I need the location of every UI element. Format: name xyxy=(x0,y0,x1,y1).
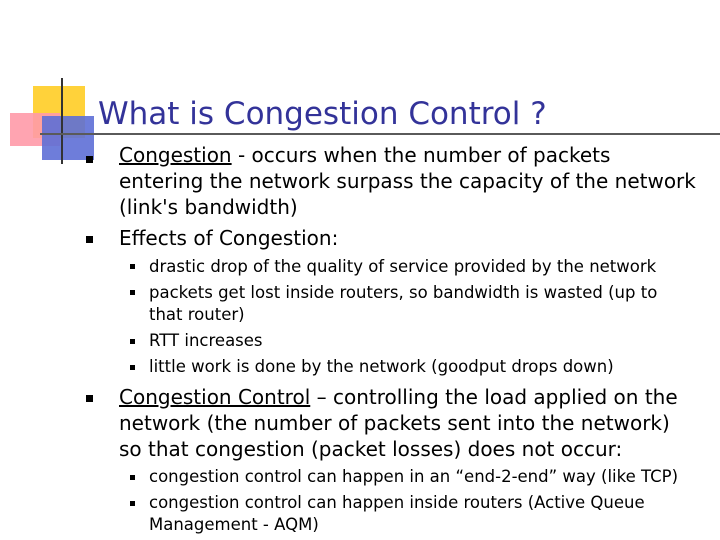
bullet-2-text: Effects of Congestion: xyxy=(119,226,339,250)
bullet-3-rest: – controlling the load applied on the xyxy=(310,385,678,409)
bullet-1-rest: - occurs when the number of packets xyxy=(231,143,611,167)
subitem-3-2-line-1: congestion control can happen inside routers (Active Queue xyxy=(149,493,645,512)
bullet-1-line-3: (link's bandwidth) xyxy=(119,195,298,219)
bullet-3-line-1 xyxy=(119,384,678,410)
bullet-marker xyxy=(86,156,93,163)
bullet-marker xyxy=(86,236,93,243)
subitem-2-4: little work is done by the network (goodput drops down) xyxy=(149,357,614,376)
subitem-2-2-line-2: that router) xyxy=(149,305,245,324)
subbullet-marker xyxy=(130,501,135,506)
bullet-1-line-1 xyxy=(119,142,610,168)
subbullet-marker xyxy=(130,290,135,295)
subbullet-marker xyxy=(130,264,135,269)
title-underline-rule xyxy=(40,133,720,135)
subitem-3-1: congestion control can happen in an “end-2-end” way (like TCP) xyxy=(149,467,679,486)
bullet-1-term: Congestion xyxy=(119,143,232,167)
bullet-3-line-3: so that congestion (packet losses) does not occur: xyxy=(119,437,623,461)
bullet-marker xyxy=(86,395,93,402)
subbullet-marker xyxy=(130,339,135,344)
decor-vertical-line xyxy=(61,78,63,164)
subitem-2-3: RTT increases xyxy=(149,331,263,350)
slide-title: What is Congestion Control ? xyxy=(98,96,547,132)
bullet-3-line-2: network (the number of packets sent into the network) xyxy=(119,411,670,435)
decor-square-blue xyxy=(42,116,94,160)
subitem-2-2-line-1: packets get lost inside routers, so bandwidth is wasted (up to xyxy=(149,283,658,302)
subbullet-marker xyxy=(130,365,135,370)
subitem-3-2-line-2: Management - AQM) xyxy=(149,515,319,534)
subbullet-marker xyxy=(130,475,135,480)
bullet-3-term: Congestion Control xyxy=(119,385,311,409)
subitem-2-1: drastic drop of the quality of service provided by the network xyxy=(149,257,657,276)
bullet-1-line-2: entering the network surpass the capacity of the network xyxy=(119,169,696,193)
